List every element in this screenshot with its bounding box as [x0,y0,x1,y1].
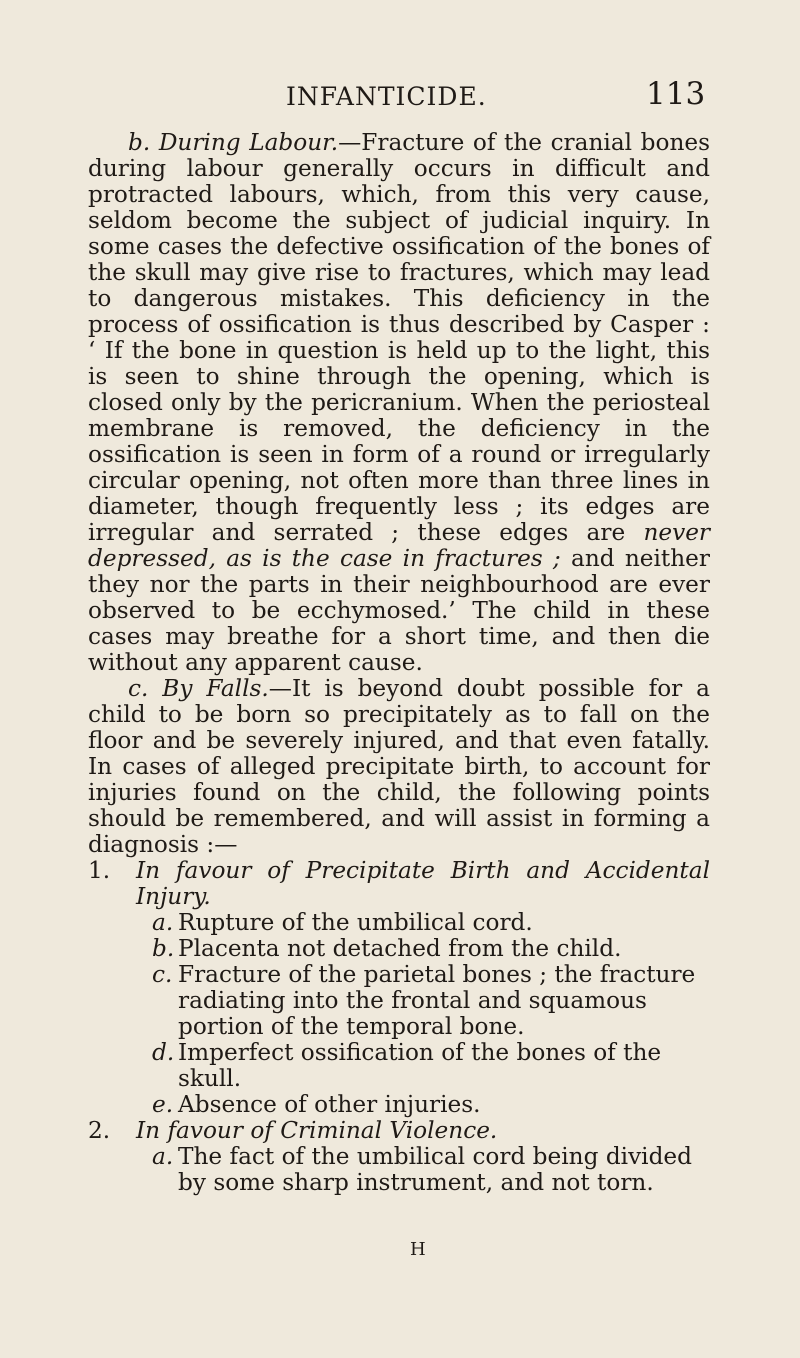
paragraph-label: c. [128,675,149,702]
list-item-letter: a. [152,909,174,936]
list-item-letter: e. [152,1091,174,1118]
signature-mark: H [410,1239,426,1260]
list-item [88,936,710,962]
list-item-text: Absence of other injuries. [178,1091,481,1118]
list-item [88,962,710,1040]
list-item-letter: d. [152,1039,175,1066]
list-item-text: Imperfect ossification of the bones of the skull. [178,1039,662,1092]
section-heading-precipitate-birth [88,858,710,910]
list-item [88,910,710,936]
paragraph-heading: During Labour. [158,129,339,156]
list-item-letter: c. [152,961,173,988]
paragraph-heading: By Falls. [162,675,269,702]
section-number: 2. [88,1117,111,1144]
page-header [0,76,800,112]
paragraph-label: b. [128,129,151,156]
list-item-text: Placenta not detached from the child. [178,935,622,962]
paragraph-text: and neither they nor the parts in their neighbourhood are ever observed to be ecchymosed.’ The child in these cases may breathe for a short time, and then die without any apparent cause. [88,545,710,676]
section-title: In favour of Criminal Violence. [136,1117,498,1144]
list-item-text: Fracture of the parietal bones ; the fracture radiating into the frontal and squamous portion of the temporal bone. [178,961,696,1040]
paragraph-by-falls [88,676,710,858]
paragraph-text: —It is beyond doubt possible for a child to be born so precipitately as to fall on the floor and be severely injured, and that even fatally. In cases of alleged precipitate birth, to account for injuries found on the child, the following points should be remembered, and will assist in forming a diagnosis :— [88,675,710,858]
section-title: In favour of Precipitate Birth and Accidental Injury. [136,857,710,910]
running-title: INFANTICIDE. [286,82,487,111]
list-item [88,1092,710,1118]
page-number: 113 [646,76,706,112]
list-item-letter: b. [152,935,175,962]
list-item [88,1144,710,1196]
paragraph-text: —Fracture of the cranial bones during labour generally occurs in difficult and protracted labours, which, from this very cause, seldom become the subject of judicial inquiry. In some cases the defective ossification of the bones of the skull may give rise to fractures, which may lead to dangerous mistakes. This deficiency in the process of ossification is thus described by Casper : ‘ If the bone in question is held up to the light, this is seen to shine through the opening, which is closed only by the pericranium. When the periosteal membrane is removed, the deficiency in the ossification is seen in form of a round or irregularly circular opening, not often more than three lines in diameter, though frequently less ; its edges are irregular and serrated ; these edges are [88,129,711,546]
list-item [88,1040,710,1092]
emphasized-text: never depressed, as is the case in fractures ; [88,519,710,572]
section-number: 1. [88,857,111,884]
page-body [88,130,710,1196]
list-item-letter: a. [152,1143,174,1170]
list-item-text: The fact of the umbilical cord being divided by some sharp instrument, and not torn. [178,1143,692,1196]
paragraph-during-labour [88,130,710,676]
section-heading-criminal-violence [88,1118,710,1144]
list-item-text: Rupture of the umbilical cord. [178,909,533,936]
